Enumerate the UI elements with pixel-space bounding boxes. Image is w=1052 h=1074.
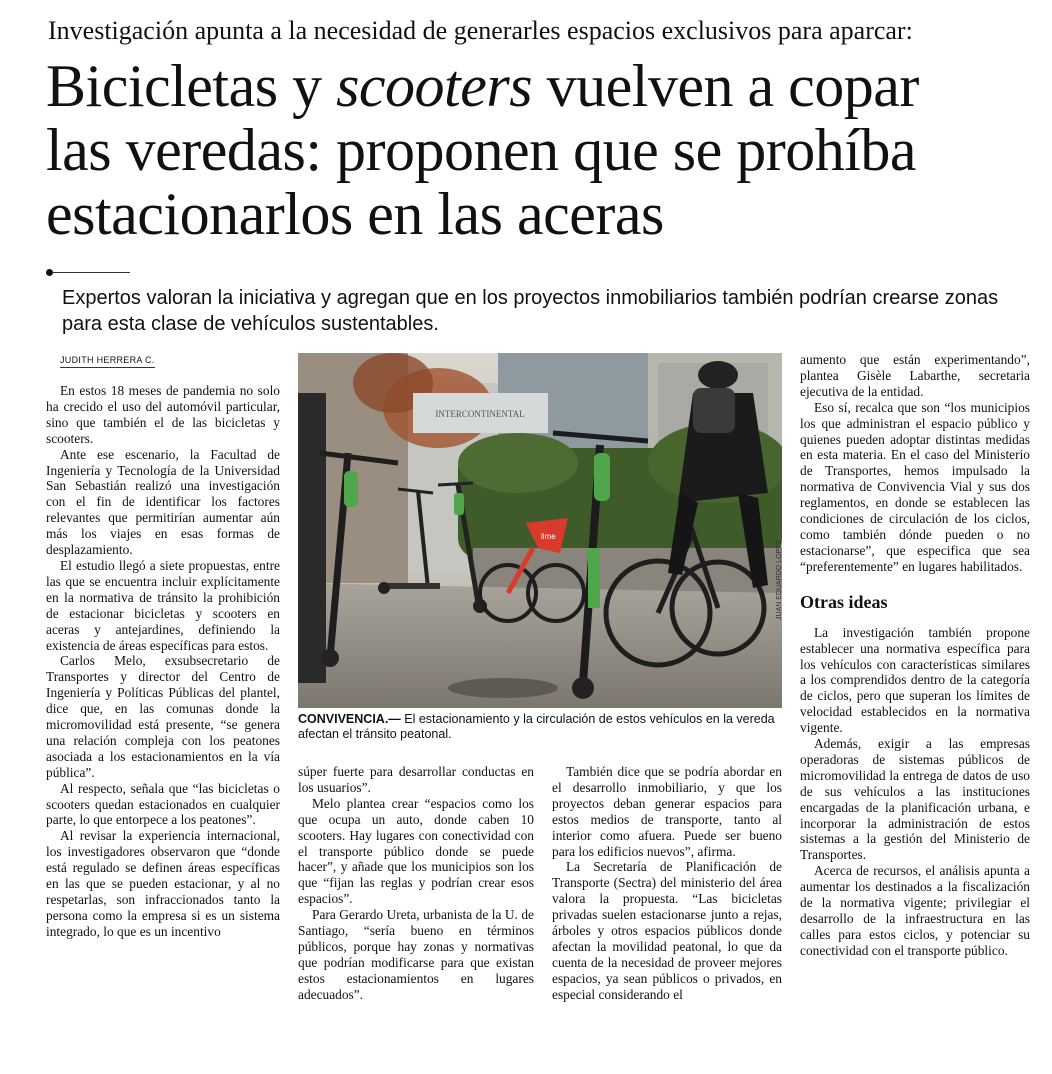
paragraph: El estudio llegó a siete propuestas, entre las que se encuentra incluir explícitamente en la normativa de tránsito la prohibición de estacionar bicicletas y scooters en aceras y antejardines, definiendo la existencia de áreas específicas para estos. (46, 557, 280, 653)
paragraph: Además, exigir a las empresas operadoras de sistemas públicos de micromovilidad la entrega de datos de uso de sus vehículos a las instituciones encargadas de la planificación urbana, e incorporar la administración de estos sistemas a la gestión del Ministerio de Transportes. (800, 736, 1030, 863)
headline-italic-word: scooters (336, 53, 533, 119)
paragraph: Melo plantea crear “espacios como los que ocupa un auto, donde caben 10 scooters. Hay lugares con conectividad con el transporte público donde se puede hacer”, y añade que los municipios son los que “fijan las reglas y podrían crear esos espacios”. (298, 795, 534, 907)
paragraph: Acerca de recursos, el análisis apunta a aumentar los destinados a la fiscalización de la normativa vigente; privilegiar el desarrollo de la infraestructura en las calles para estos ciclos, y potenciar su conectividad con el transporte público. (800, 863, 1030, 958)
caption-text: El estacionamiento y la circulación de estos vehículos en la vereda afectan el tránsito peatonal. (298, 712, 775, 741)
headline-line-1 (46, 54, 1046, 118)
paragraph: Ante ese escenario, la Facultad de Ingeniería y Tecnología de la Universidad San Sebastián realizó una investigación con el fin de identificar los factores relevantes que permitirían aumentar aún más los viajes en esas formas de desplazamiento. (46, 446, 280, 558)
byline: JUDITH HERRERA C. (60, 355, 155, 368)
deck-rule (52, 272, 130, 273)
headline-line-1-end: vuelven a copar (532, 53, 919, 119)
deck: Expertos valoran la iniciativa y agregan que en los proyectos inmobiliarios también podrían crearse zonas para esta clase de vehículos sustentables. (62, 287, 999, 335)
column-2 (298, 764, 534, 1003)
paragraph: aumento que están experimentando”, plantea Gisèle Labarthe, secretaria ejecutiva de la entidad. (800, 352, 1030, 399)
kicker: Investigación apunta a la necesidad de generarles espacios exclusivos para aparcar: (48, 16, 913, 45)
column-4 (800, 352, 1030, 959)
paragraph: Eso sí, recalca que son “los municipios los que administran el espacio público y quienes pueden adoptar distintas medidas en esta materia. En el caso del Ministerio de Transportes, hemos impulsado la normativa de Convivencia Vial y sus dos reglamentos, en donde se establecen las condiciones de circulación de los ciclos, como también dónde pueden o no estacionarse”, que especifica que sea “preferentemente” en lugares habilitados. (800, 399, 1030, 574)
photo-scooters-bicycles (298, 353, 782, 708)
subhead-otras-ideas: Otras ideas (800, 591, 888, 612)
paragraph: Carlos Melo, exsubsecretario de Transportes y director del Centro de Ingeniería y Políticas Públicas del plantel, dice que, en las comunas donde la micromovilidad está presente, “se genera una relación compleja con los peatones asociada a los estacionamientos en la vía pública”. (46, 653, 280, 780)
scooter-brand-text: lime (541, 532, 556, 541)
paragraph: En estos 18 meses de pandemia no solo ha crecido el uso del automóvil particular, sino que también el de las bicicletas y scooters. (46, 383, 280, 446)
headline-line-2: las veredas: proponen que se prohíba (46, 117, 917, 183)
column-1 (46, 383, 280, 940)
photo-caption (298, 712, 782, 742)
paragraph: Al respecto, señala que “las bicicletas o scooters quedan estacionados en cualquier parte, lo que entorpece a los peatones”. (46, 780, 280, 828)
hotel-sign-text: INTERCONTINENTAL (435, 409, 525, 419)
caption-lead: CONVIVENCIA.— (298, 712, 401, 726)
paragraph: La Secretaría de Planificación de Transporte (Sectra) del ministerio del área valora la propuesta. “Las bicicletas privadas suelen estacionarse junto a rejas, árboles y otros espacios públicos donde afectan la movilidad peatonal, lo que da cuenta de la necesidad de proveer mejores espacios, ya sean públicos o privados, en especial considerando el (552, 859, 782, 1002)
paragraph: súper fuerte para desarrollar conductas en los usuarios”. (298, 764, 534, 795)
headline-line-1-start: Bicicletas y (46, 53, 337, 119)
photo-credit: JUAN EDUARDO LÓPEZ (776, 539, 783, 620)
paragraph: Al revisar la experiencia internacional, los investigadores observaron que “donde está regulado se definen áreas específicas en las que se pueden estacionar, y al no respetarlas, son infraccionados tanto la persona como la empresa si es un sistema integrado, lo que es un incentivo (46, 828, 280, 939)
column-3 (552, 764, 782, 1003)
paragraph: Para Gerardo Ureta, urbanista de la U. de Santiago, “sería bueno en términos públicos, porque hay zonas y normativas que podrían modificarse para que existan estos estacionamientos en lugares adecuados”. (298, 907, 534, 1002)
paragraph: La investigación también propone establecer una normativa específica para los vehículos con características similares a los comprendidos dentro de la categoría de ciclos, pero que superan los límites de velocidad establecidos en la normativa vigente. (800, 624, 1030, 736)
paragraph: También dice que se podría abordar en el desarrollo inmobiliario, y que los proyectos deban generar espacios para estos medios de transporte, tanto al interior como afuera. Puede ser bueno para los edificios nuevos”, afirma. (552, 764, 782, 859)
headline (46, 54, 1046, 246)
headline-line-3: estacionarlos en las aceras (46, 181, 664, 247)
